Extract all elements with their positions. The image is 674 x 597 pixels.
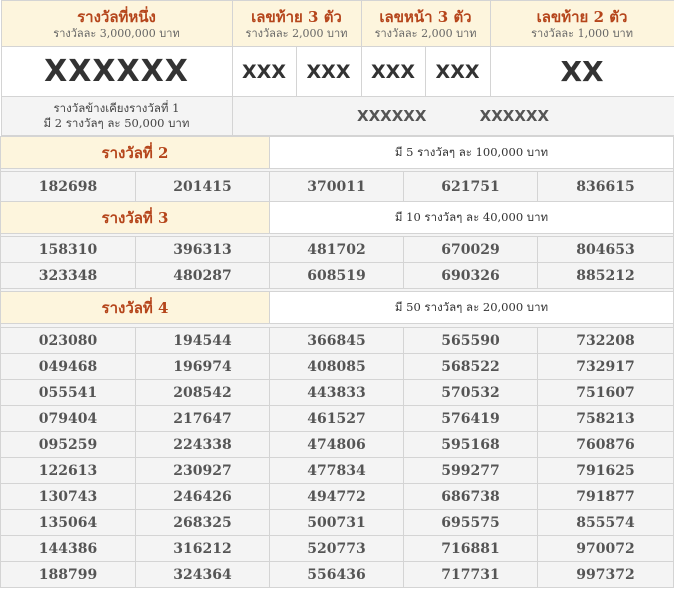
last2-number: XX	[490, 47, 674, 97]
prize4-number: 122613	[1, 458, 136, 484]
front3-header	[361, 1, 490, 47]
table-row	[1, 458, 674, 484]
prize4-number: 230927	[136, 458, 270, 484]
last3-number-1: XXX	[232, 47, 296, 97]
prize4-number: 997372	[538, 562, 674, 588]
prize3-number: 480287	[136, 263, 270, 289]
prize3-number: 608519	[270, 263, 404, 289]
near-first-label-line1: รางวัลข้างเคียงรางวัลที่ 1	[53, 101, 180, 115]
prize4-number: 494772	[270, 484, 404, 510]
front3-number-2: XXX	[425, 47, 490, 97]
prize4-number: 366845	[270, 328, 404, 354]
prize4-number: 599277	[404, 458, 538, 484]
prize2-title: รางวัลที่ 2	[1, 137, 270, 169]
near-first-number-2: XXXXXX	[479, 107, 550, 125]
prize3-description: มี 10 รางวัลๆ ละ 40,000 บาท	[270, 202, 674, 234]
prize4-number: 477834	[270, 458, 404, 484]
prize4-number: 855574	[538, 510, 674, 536]
prize3-number: 885212	[538, 263, 674, 289]
prize4-number: 556436	[270, 562, 404, 588]
prize4-number: 570532	[404, 380, 538, 406]
prize4-number: 732208	[538, 328, 674, 354]
table-row	[1, 484, 674, 510]
prize4-number: 095259	[1, 432, 136, 458]
prize4-number: 500731	[270, 510, 404, 536]
first-prize-amount: รางวัลละ 3,000,000 บาท	[53, 26, 180, 40]
table-row	[1, 237, 674, 263]
prize4-numbers	[1, 328, 674, 588]
prize4-number: 023080	[1, 328, 136, 354]
prize4-number: 079404	[1, 406, 136, 432]
table-row	[1, 354, 674, 380]
prize4-number: 716881	[404, 536, 538, 562]
front3-amount: รางวัลละ 2,000 บาท	[374, 26, 477, 40]
table-row	[1, 380, 674, 406]
prize4-number: 196974	[136, 354, 270, 380]
table-row	[1, 562, 674, 588]
prize4-description: มี 50 รางวัลๆ ละ 20,000 บาท	[270, 292, 674, 324]
prize4-number: 686738	[404, 484, 538, 510]
prize3-number: 670029	[404, 237, 538, 263]
last3-amount: รางวัลละ 2,000 บาท	[245, 26, 348, 40]
prize2-number: 182698	[1, 172, 136, 202]
prize4-number: 324364	[136, 562, 270, 588]
prize4-number: 751607	[538, 380, 674, 406]
table-row	[1, 536, 674, 562]
prize4-number: 135064	[1, 510, 136, 536]
last2-title: เลขท้าย 2 ตัว	[536, 7, 628, 26]
table-row	[1, 263, 674, 289]
prize3-number: 396313	[136, 237, 270, 263]
prize4-number: 443833	[270, 380, 404, 406]
prize4-number: 717731	[404, 562, 538, 588]
table-row	[1, 432, 674, 458]
prize2-number: 836615	[538, 172, 674, 202]
prize3-number: 804653	[538, 237, 674, 263]
front3-title: เลขหน้า 3 ตัว	[379, 7, 472, 26]
prize3-number: 481702	[270, 237, 404, 263]
prize4-number: 049468	[1, 354, 136, 380]
prize4-number: 791625	[538, 458, 674, 484]
front3-number-1: XXX	[361, 47, 425, 97]
prize3-number: 323348	[1, 263, 136, 289]
prize4-number: 246426	[136, 484, 270, 510]
prize4-number: 316212	[136, 536, 270, 562]
prize4-number: 208542	[136, 380, 270, 406]
prize4-title: รางวัลที่ 4	[1, 292, 270, 324]
prize4-number: 970072	[538, 536, 674, 562]
prize4-number: 268325	[136, 510, 270, 536]
near-first-label	[1, 97, 232, 136]
prize3-number: 690326	[404, 263, 538, 289]
table-row	[1, 406, 674, 432]
last2-amount: รางวัลละ 1,000 บาท	[531, 26, 633, 40]
prize4-number: 520773	[270, 536, 404, 562]
prize2-number: 370011	[270, 172, 404, 202]
prize4-number: 144386	[1, 536, 136, 562]
near-first-numbers	[232, 97, 674, 136]
prize3-number: 158310	[1, 237, 136, 263]
top-prize-table	[1, 0, 674, 136]
prize4-heading-row	[1, 292, 674, 324]
prize4-number: 194544	[136, 328, 270, 354]
first-prize-title: รางวัลที่หนึ่ง	[77, 7, 156, 26]
prize4-number: 576419	[404, 406, 538, 432]
prize3-heading-row	[1, 202, 674, 234]
prize4-number: 188799	[1, 562, 136, 588]
table-row	[1, 172, 674, 202]
prize4-number: 408085	[270, 354, 404, 380]
prize4-number: 568522	[404, 354, 538, 380]
prize4-number: 224338	[136, 432, 270, 458]
prize2-number: 621751	[404, 172, 538, 202]
first-prize-header	[1, 1, 232, 47]
prize4-number: 595168	[404, 432, 538, 458]
prize4-number: 474806	[270, 432, 404, 458]
prize4-number: 791877	[538, 484, 674, 510]
table-row	[1, 510, 674, 536]
prize4-number: 695575	[404, 510, 538, 536]
prize4-number: 732917	[538, 354, 674, 380]
first-prize-number: XXXXXX	[1, 47, 232, 97]
prize4-number: 461527	[270, 406, 404, 432]
prize4-number: 217647	[136, 406, 270, 432]
table-row	[1, 328, 674, 354]
prize4-number: 565590	[404, 328, 538, 354]
prize4-number: 758213	[538, 406, 674, 432]
last3-header	[232, 1, 361, 47]
near-first-label-line2: มี 2 รางวัลๆ ละ 50,000 บาท	[43, 116, 190, 130]
prize4-number: 760876	[538, 432, 674, 458]
last3-title: เลขท้าย 3 ตัว	[251, 7, 342, 26]
prize2-number: 201415	[136, 172, 270, 202]
prize4-number: 055541	[1, 380, 136, 406]
last3-number-2: XXX	[296, 47, 361, 97]
prize4-number: 130743	[1, 484, 136, 510]
prize2-description: มี 5 รางวัลๆ ละ 100,000 บาท	[270, 137, 674, 169]
prize2-heading-row	[1, 137, 674, 169]
near-first-number-1: XXXXXX	[357, 107, 427, 125]
prize3-title: รางวัลที่ 3	[1, 202, 270, 234]
last2-header	[490, 1, 674, 47]
